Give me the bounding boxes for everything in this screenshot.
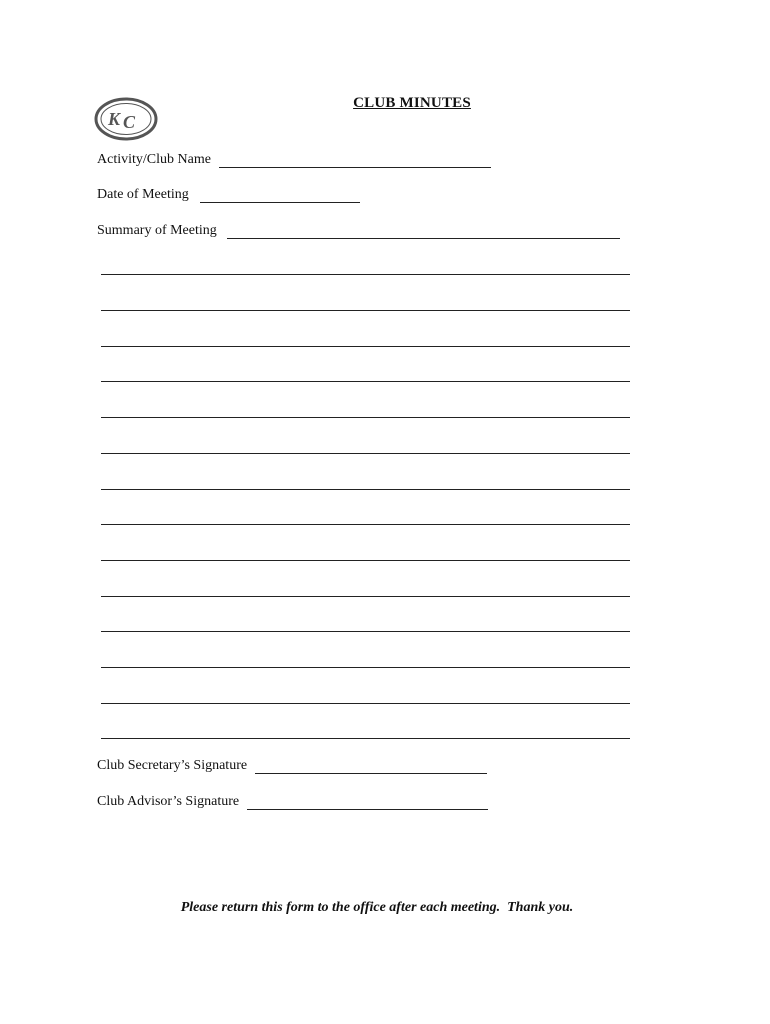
summary-line[interactable] — [101, 667, 630, 668]
summary-line[interactable] — [101, 631, 630, 632]
summary-line[interactable] — [101, 274, 630, 275]
club-advisor-signature-label: Club Advisor’s Signature — [97, 794, 240, 809]
club-secretary-signature-row — [97, 758, 487, 774]
summary-line[interactable] — [101, 453, 630, 454]
summary-line[interactable] — [101, 417, 630, 418]
club-advisor-signature-line[interactable] — [247, 797, 488, 810]
summary-line[interactable] — [101, 381, 630, 382]
activity-club-name-row — [97, 152, 491, 168]
club-secretary-signature-label: Club Secretary’s Signature — [97, 758, 248, 773]
summary-line[interactable] — [101, 596, 630, 597]
activity-club-name-label: Activity/Club Name — [97, 152, 211, 167]
date-of-meeting-line[interactable] — [200, 190, 360, 203]
activity-club-name-line[interactable] — [219, 155, 491, 168]
summary-line[interactable] — [101, 489, 630, 490]
summary-line[interactable] — [101, 560, 630, 561]
summary-of-meeting-row — [97, 223, 620, 239]
svg-text:K: K — [108, 109, 121, 129]
summary-line[interactable] — [101, 346, 630, 347]
summary-of-meeting-label: Summary of Meeting — [97, 223, 217, 238]
club-secretary-signature-line[interactable] — [255, 761, 487, 774]
date-of-meeting-label: Date of Meeting — [97, 187, 189, 202]
club-advisor-signature-row — [97, 794, 488, 810]
summary-line[interactable] — [101, 703, 630, 704]
svg-text:C: C — [123, 112, 136, 132]
footer-note: Please return this form to the office after each meeting. Thank you. — [180, 900, 574, 915]
summary-line[interactable] — [101, 310, 630, 311]
summary-of-meeting-line[interactable] — [227, 226, 620, 239]
summary-line[interactable] — [101, 524, 630, 525]
date-of-meeting-row — [97, 187, 360, 203]
page-title: CLUB MINUTES — [353, 95, 471, 111]
summary-line[interactable] — [101, 738, 630, 739]
